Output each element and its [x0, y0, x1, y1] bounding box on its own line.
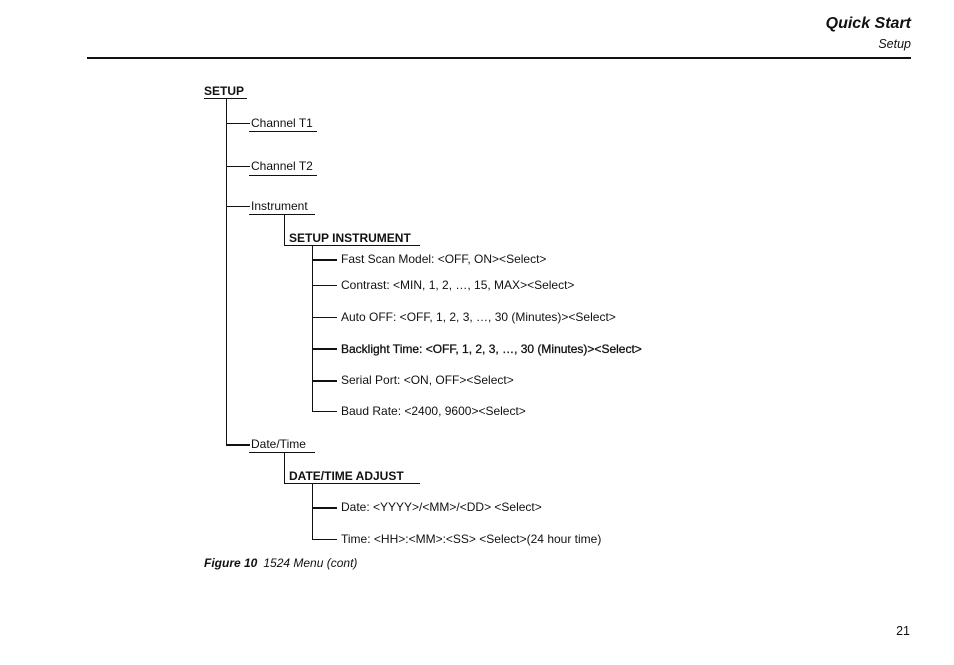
menu-item-baud-rate: Baud Rate: <2400, 9600><Select> — [341, 404, 526, 418]
sub-trunk-date-time — [312, 483, 313, 540]
branch-connector — [226, 444, 250, 446]
node-underline — [249, 131, 317, 132]
branch-connector — [312, 539, 337, 540]
menu-item-backlight-time: Backlight Time: <OFF, 1, 2, 3, …, 30 (Minutes)><Select> — [341, 342, 642, 356]
figure-label: Figure 10 — [204, 556, 258, 570]
branch-connector — [226, 206, 250, 207]
branch-connector — [312, 348, 337, 350]
branch-connector — [312, 507, 337, 509]
node-underline — [249, 175, 317, 176]
branch-connector — [312, 285, 337, 286]
section-subtitle: Setup — [878, 37, 911, 51]
tree-node-date-time: Date/Time — [251, 437, 306, 451]
heading-underline — [284, 483, 420, 484]
figure-text: 1524 Menu (cont) — [263, 556, 358, 570]
page-number: 21 — [896, 624, 910, 638]
node-underline — [249, 214, 315, 215]
menu-item-fast-scan: Fast Scan Model: <OFF, ON><Select> — [341, 252, 547, 266]
menu-item-date: Date: <YYYY>/<MM>/<DD> <Select> — [341, 500, 542, 514]
heading-underline — [284, 245, 420, 246]
branch-connector — [226, 166, 250, 167]
menu-item-serial-port: Serial Port: <ON, OFF><Select> — [341, 373, 514, 387]
menu-item-time: Time: <HH>:<MM>:<SS> <Select>(24 hour time) — [341, 532, 602, 546]
date-time-adjust-heading: DATE/TIME ADJUST — [289, 469, 404, 483]
tree-root-label: SETUP — [204, 84, 245, 98]
tree-trunk — [226, 99, 227, 445]
menu-item-contrast: Contrast: <MIN, 1, 2, …, 15, MAX><Select> — [341, 278, 575, 292]
branch-connector — [312, 259, 337, 261]
sub-trunk-instrument — [312, 245, 313, 412]
branch-connector — [284, 214, 285, 245]
tree-node-channel-t2: Channel T2 — [251, 159, 313, 173]
figure-caption — [204, 556, 357, 570]
header-divider — [87, 57, 911, 59]
section-title: Quick Start — [825, 15, 911, 32]
branch-connector — [312, 317, 337, 318]
menu-item-auto-off: Auto OFF: <OFF, 1, 2, 3, …, 30 (Minutes)><Select> — [341, 310, 616, 324]
branch-connector — [312, 380, 337, 382]
branch-connector — [312, 411, 337, 412]
setup-instrument-heading: SETUP INSTRUMENT — [289, 231, 411, 245]
tree-node-instrument: Instrument — [251, 199, 308, 213]
branch-connector — [284, 452, 285, 483]
branch-connector — [226, 123, 250, 124]
tree-node-channel-t1: Channel T1 — [251, 116, 313, 130]
node-underline — [249, 452, 315, 453]
